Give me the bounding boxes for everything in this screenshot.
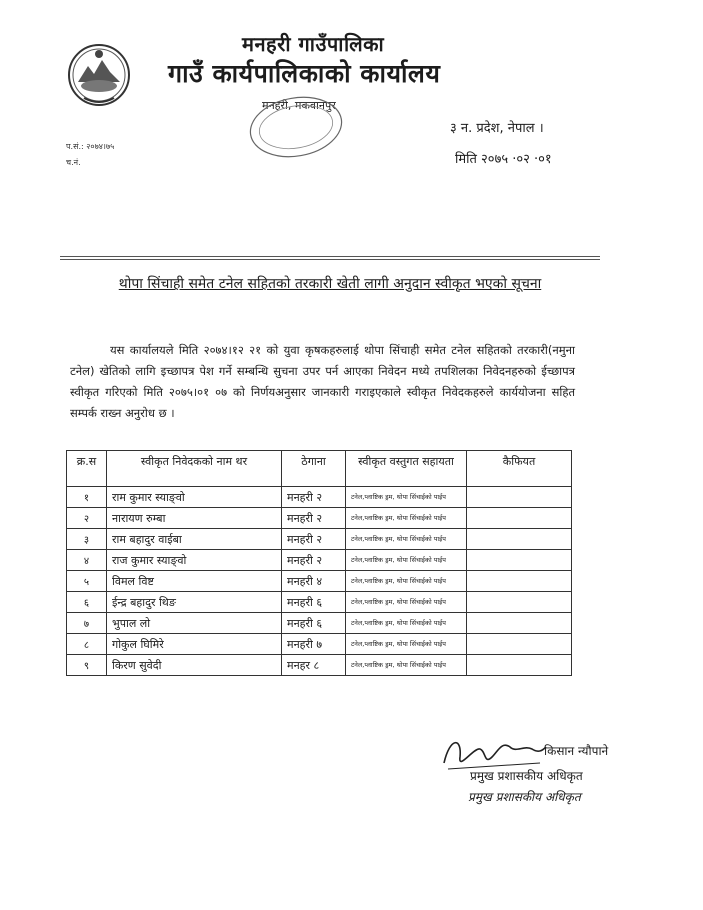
column-header-remarks: कैफियत	[467, 451, 572, 487]
row-address: मनहरी २	[282, 529, 346, 550]
row-aid: टनेल,प्लाष्टिक ड्रम, थोपा सिंचाईको पाईप	[346, 508, 467, 529]
row-serial: ३	[67, 529, 107, 550]
row-aid: टनेल,प्लाष्टिक ड्रम, थोपा सिंचाईको पाईप	[346, 634, 467, 655]
row-name: विमल विष्ट	[107, 571, 282, 592]
table-header-row	[67, 451, 572, 487]
table-row	[67, 613, 572, 634]
table-row	[67, 508, 572, 529]
row-serial: ८	[67, 634, 107, 655]
signatory-title: प्रमुख प्रशासकीय अधिकृत	[470, 769, 583, 783]
table-row	[67, 550, 572, 571]
column-header-address: ठेगाना	[282, 451, 346, 487]
nepal-emblem-icon	[64, 40, 134, 110]
row-serial: ५	[67, 571, 107, 592]
notice-heading: थोपा सिंचाही समेत टनेल सहितको तरकारी खेती लागी अनुदान स्वीकृत भएको सूचना	[118, 276, 542, 292]
signatory-seal: प्रमुख प्रशासकीय अधिकृत	[468, 790, 581, 804]
divider	[60, 256, 600, 257]
row-address: मनहरी २	[282, 550, 346, 571]
row-serial: २	[67, 508, 107, 529]
row-remark	[467, 487, 572, 508]
table-row	[67, 655, 572, 676]
office-name: मनहरी गाउँपालिका	[242, 32, 385, 56]
table-row	[67, 529, 572, 550]
row-name: राम कुमार स्याङ्वो	[107, 487, 282, 508]
row-address: मनहरी २	[282, 508, 346, 529]
notice-date: मिति २०७५ ·०२ ·०१	[455, 152, 552, 167]
column-header-name: स्वीकृत निवेदकको नाम थर	[107, 451, 282, 487]
row-serial: ६	[67, 592, 107, 613]
signatory-name: किसान न्यौपाने	[544, 744, 609, 758]
row-serial: ४	[67, 550, 107, 571]
row-aid: टनेल,प्लाष्टिक ड्रम, थोपा सिंचाईको पाईप	[346, 487, 467, 508]
row-aid: टनेल,प्लाष्टिक ड्रम, थोपा सिंचाईको पाईप	[346, 613, 467, 634]
table-row	[67, 571, 572, 592]
row-serial: ७	[67, 613, 107, 634]
row-address: मनहरी ४	[282, 571, 346, 592]
office-stamp	[246, 94, 346, 160]
row-remark	[467, 592, 572, 613]
row-address: मनहर ८	[282, 655, 346, 676]
row-remark	[467, 529, 572, 550]
row-remark	[467, 571, 572, 592]
row-address: मनहरी ६	[282, 613, 346, 634]
row-name: किरण सुवेदी	[107, 655, 282, 676]
table-row	[67, 634, 572, 655]
row-serial: ९	[67, 655, 107, 676]
row-aid: टनेल,प्लाष्टिक ड्रम, थोपा सिंचाईको पाईप	[346, 571, 467, 592]
row-aid: टनेल,प्लाष्टिक ड्रम, थोपा सिंचाईको पाईप	[346, 592, 467, 613]
column-header-serial: क्र.स	[67, 451, 107, 487]
row-name: राम बहादुर वाईबा	[107, 529, 282, 550]
row-aid: टनेल,प्लाष्टिक ड्रम, थोपा सिंचाईको पाईप	[346, 529, 467, 550]
row-name: गोकुल घिमिरे	[107, 634, 282, 655]
notice-body: यस कार्यालयले मिति २०७४।१२ २१ को युवा कृषकहरुलाई थोपा सिंचाही समेत टनेल सहितको तरकारी(नमुना टनेल) खेतिको लागि इच्छापत्र पेश गर्ने सम्बन्धि सुचना उपर पर्न आएका निवेदन मध्ये तपशिलका निवेदनहरुको ईच्छापत्र स्वीकृत गरिएको मिति २०७५।०१ ०७ को निर्णयअनुसार जानकारी गराइएकाले स्वीकृत निवेदकहरुले कार्ययोजना सहित सम्पर्क राख्न अनुरोध छ ।	[70, 343, 575, 420]
row-address: मनहरी २	[282, 487, 346, 508]
row-serial: १	[67, 487, 107, 508]
table-row	[67, 592, 572, 613]
row-remark	[467, 613, 572, 634]
office-address: मनहरी, मकवानपुर	[262, 99, 336, 112]
row-remark	[467, 508, 572, 529]
row-remark	[467, 634, 572, 655]
table-row	[67, 487, 572, 508]
row-address: मनहरी ६	[282, 592, 346, 613]
row-aid: टनेल,प्लाष्टिक ड्रम, थोपा सिंचाईको पाईप	[346, 655, 467, 676]
row-aid: टनेल,प्लाष्टिक ड्रम, थोपा सिंचाईको पाईप	[346, 550, 467, 571]
office-title: गाउँ कार्यपालिकाको कार्यालय	[168, 59, 441, 88]
row-name: भुपाल लो	[107, 613, 282, 634]
row-name: राज कुमार स्याङ्वो	[107, 550, 282, 571]
approved-applicants-table	[66, 450, 572, 676]
reference-number: प.सं.: २०७४।७५	[66, 142, 115, 151]
province-line: ३ न. प्रदेश, नेपाल ।	[450, 121, 544, 136]
column-header-aid: स्वीकृत वस्तुगत सहायता	[346, 451, 467, 487]
row-address: मनहरी ७	[282, 634, 346, 655]
dispatch-number: च.नं.	[66, 158, 81, 167]
divider	[60, 259, 600, 260]
row-remark	[467, 550, 572, 571]
row-name: ईन्द्र बहादुर थिङ	[107, 592, 282, 613]
row-remark	[467, 655, 572, 676]
row-name: नारायण रुम्बा	[107, 508, 282, 529]
